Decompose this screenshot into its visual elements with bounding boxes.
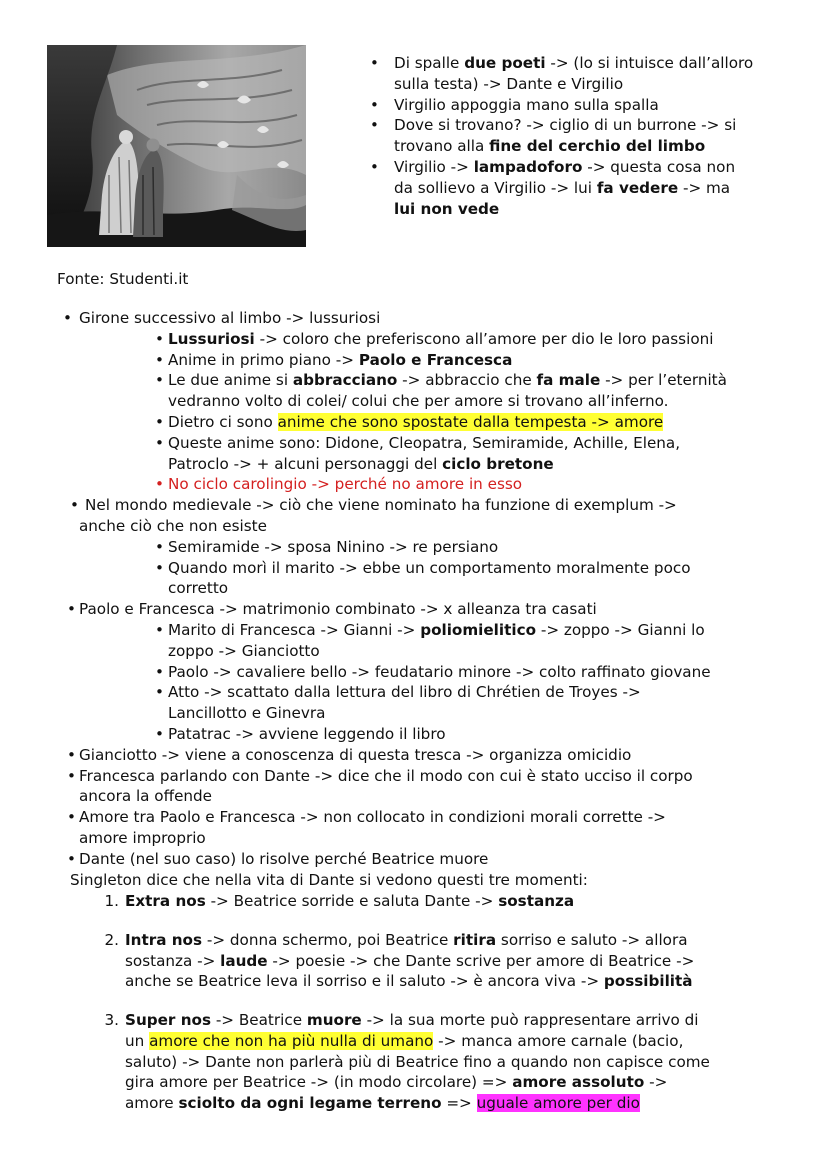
text-run: -> donna schermo, poi Beatrice <box>202 930 454 949</box>
bullet-dot-icon: • <box>155 371 164 390</box>
numbered-line <box>125 1052 710 1073</box>
text-run: -> poesie -> che Dante scrive per amore di Beatrice -> <box>267 951 695 970</box>
text-run: gira amore per Beatrice -> (in modo circolare) => <box>125 1073 513 1092</box>
numbered-line <box>125 1093 640 1114</box>
numbered-line <box>125 951 694 972</box>
sub-bullet-line <box>168 682 641 703</box>
text-run: Quando morì il marito -> ebbe un comportamento moralmente poco <box>168 558 691 577</box>
text-run: Di spalle <box>394 54 465 72</box>
bullet-line <box>394 74 799 95</box>
text-run: Anime in primo piano -> <box>168 350 359 369</box>
bullet-dot-icon: • <box>63 309 72 327</box>
bullet-line <box>79 828 206 849</box>
text-run: -> abbraccio che <box>397 371 537 390</box>
bullet-line <box>79 786 212 807</box>
bold-text: due poeti <box>464 54 546 72</box>
text-run: -> la sua morte può rappresentare arrivo di <box>361 1010 699 1029</box>
bullet-line <box>79 599 597 620</box>
bullet-dot-icon: • <box>155 558 164 577</box>
numbered-line <box>125 891 574 912</box>
bold-text: ritira <box>453 930 497 949</box>
text-run: Virgilio -> <box>394 157 474 176</box>
bold-text: ciclo bretone <box>442 454 554 473</box>
text-run: Dietro ci sono <box>168 413 278 431</box>
text-run: -> <box>644 1073 668 1092</box>
dante-virgil-engraving-image <box>47 45 306 247</box>
text-run: -> Beatrice <box>211 1010 307 1029</box>
text-run: Paolo -> cavaliere bello -> feudatario minore -> colto raffinato giovane <box>168 662 711 681</box>
numbered-line <box>125 971 693 992</box>
bullet-dot-icon: • <box>155 350 164 369</box>
text-run: Atto -> scattato dalla lettura del libro di Chrétien de Troyes -> <box>168 683 641 702</box>
numbered-line <box>125 1072 667 1093</box>
bullet-dot-icon: • <box>155 329 164 348</box>
text-run: Singleton dice che nella vita di Dante si vedono questi tre momenti: <box>70 870 588 889</box>
text-run: saluto) -> Dante non parlerà più di Beatrice fino a quando non capisce come <box>125 1052 710 1071</box>
list-number: 3. <box>104 1010 119 1029</box>
text-run: Amore tra Paolo e Francesca -> non collocato in condizioni morali corrette -> <box>79 808 666 827</box>
text-run: -> (lo si intuisce dall’alloro <box>545 54 754 72</box>
highlighted-text: anime che sono spostate dalla tempesta -> amore <box>277 413 664 431</box>
text-run: Nel mondo medievale -> ciò che viene nominato ha funzione di exemplum -> <box>85 496 677 515</box>
bullet-line <box>394 53 799 74</box>
bullet-dot-icon: • <box>155 413 164 431</box>
text-run: trovano alla <box>394 137 490 156</box>
text-run: -> coloro che preferiscono all’amore per dio le loro passioni <box>254 329 714 348</box>
sub-bullet-line <box>168 412 663 433</box>
highlighted-text: uguale amore per dio <box>476 1094 640 1113</box>
intro-line <box>70 870 588 891</box>
sub-bullet-line <box>168 703 325 724</box>
text-run: Gianciotto -> viene a conoscenza di questa tresca -> organizza omicidio <box>79 745 632 764</box>
bold-text: possibilità <box>603 972 693 991</box>
image-bullet <box>369 115 799 157</box>
bullet-dot-icon: • <box>67 766 76 785</box>
bold-text: abbracciano <box>292 371 398 390</box>
text-run: Patatrac -> avviene leggendo il libro <box>168 725 446 743</box>
image-description-bullets <box>369 53 799 219</box>
bold-text: laude <box>220 951 268 970</box>
text-run: Francesca parlando con Dante -> dice che il modo con cui è stato ucciso il corpo <box>79 766 693 785</box>
bold-text: lui non vede <box>394 199 500 218</box>
text-run: sostanza -> <box>125 951 221 970</box>
bullet-line <box>79 849 488 870</box>
bold-text: lampadoforo <box>473 157 583 176</box>
text-run: Dove si trovano? -> ciglio di un burrone -> si <box>394 116 737 135</box>
sub-bullet-line <box>168 620 705 641</box>
text-run: anche ciò che non esiste <box>79 517 267 535</box>
text-run: sorriso e saluto -> allora <box>496 930 688 949</box>
text-run: anche se Beatrice leva il sorriso e il saluto -> è ancora viva -> <box>125 972 604 991</box>
bold-text: poliomielitico <box>420 621 537 639</box>
bullet-dot-icon: • <box>155 537 164 556</box>
bold-text: Intra nos <box>125 930 203 949</box>
bullet-line <box>85 495 677 516</box>
bold-text: fine del cerchio del limbo <box>489 137 706 156</box>
text-run: sulla testa) -> Dante e Virgilio <box>394 74 624 93</box>
text-run: amore <box>125 1094 179 1113</box>
bullet-line <box>394 199 799 220</box>
text-run: Le due anime si <box>168 371 293 390</box>
text-run: -> zoppo -> Gianni lo <box>536 621 705 639</box>
bold-text: fa male <box>536 371 601 390</box>
text-run: da sollievo a Virgilio -> lui <box>394 178 597 197</box>
bold-text: Super nos <box>125 1010 211 1029</box>
bullet-dot-icon: • <box>155 662 164 681</box>
bold-text: Paolo e Francesca <box>358 350 513 369</box>
text-run: Marito di Francesca -> Gianni -> <box>168 621 421 639</box>
bold-text: Extra nos <box>125 892 206 911</box>
text-run: -> per l’eternità <box>600 371 727 390</box>
bullet-line <box>79 807 666 828</box>
image-bullet <box>369 53 799 95</box>
bullet-line <box>394 115 799 136</box>
text-run: corretto <box>168 579 229 598</box>
sub-bullet-line <box>168 350 512 371</box>
text-run: Paolo e Francesca -> matrimonio combinato -> x alleanza tra casati <box>79 600 597 619</box>
sub-bullet-line <box>168 391 668 412</box>
numbered-line <box>125 1031 683 1052</box>
image-bullet <box>369 157 799 219</box>
image-bullet <box>369 95 799 116</box>
sub-bullet-line <box>168 370 727 391</box>
bullet-dot-icon: • <box>155 683 164 702</box>
sub-bullet-line <box>168 641 320 662</box>
bullet-line <box>79 516 267 537</box>
text-run: ancora la offende <box>79 787 213 806</box>
sub-bullet-line <box>168 433 680 454</box>
text-run: Virgilio appoggia mano sulla spalla <box>394 95 659 114</box>
text-run: -> Beatrice sorride e saluta Dante -> <box>205 892 499 911</box>
sub-bullet-line <box>168 662 711 683</box>
bold-text: Lussuriosi <box>168 329 255 348</box>
bold-text: amore assoluto <box>512 1073 645 1092</box>
bullet-line <box>79 308 380 329</box>
text-run: un <box>125 1031 150 1050</box>
bold-text: fa vedere <box>596 178 679 197</box>
numbered-line <box>125 930 688 951</box>
text-run: Dante (nel suo caso) lo risolve perché Beatrice muore <box>79 849 489 868</box>
sub-bullet-line <box>168 558 691 579</box>
text-run: Girone successivo al limbo -> lussuriosi <box>79 309 381 327</box>
text-run: Patroclo -> + alcuni personaggi del <box>168 454 443 473</box>
sub-bullet-line <box>168 578 228 599</box>
text-run: -> ma <box>678 178 731 197</box>
list-number: 2. <box>104 930 119 949</box>
bold-text: muore <box>306 1010 362 1029</box>
bullet-dot-icon: • <box>155 725 164 743</box>
sub-bullet-line <box>168 724 446 745</box>
text-run: -> manca amore carnale (bacio, <box>433 1031 684 1050</box>
bullet-dot-icon: • <box>67 745 76 764</box>
bullet-line <box>394 136 799 157</box>
sub-bullet-line <box>168 454 554 475</box>
sub-bullet-line <box>168 474 522 495</box>
text-run: zoppo -> Gianciotto <box>168 641 320 660</box>
bullet-line <box>394 95 799 116</box>
text-run: No ciclo carolingio -> perché no amore in esso <box>168 475 523 494</box>
bullet-dot-icon: • <box>155 475 164 494</box>
bullet-line <box>79 745 631 766</box>
list-number: 1. <box>104 892 119 911</box>
text-run: -> questa cosa non <box>582 157 736 176</box>
numbered-line <box>125 1010 699 1031</box>
text-run: Semiramide -> sposa Ninino -> re persiano <box>168 537 499 556</box>
bold-text: sciolto da ogni legame terreno <box>178 1094 442 1113</box>
image-source: Fonte: Studenti.it <box>57 270 189 288</box>
sub-bullet-line <box>168 537 498 558</box>
bullet-dot-icon: • <box>155 433 164 452</box>
text-run: amore improprio <box>79 829 206 847</box>
highlighted-text: amore che non ha più nulla di umano <box>149 1031 434 1050</box>
bullet-dot-icon: • <box>67 849 76 868</box>
bullet-line <box>394 157 799 178</box>
sub-bullet-line <box>168 329 713 350</box>
bullet-dot-icon: • <box>67 600 76 619</box>
text-run: Lancillotto e Ginevra <box>168 704 326 723</box>
text-run: => <box>441 1094 477 1113</box>
text-run: Queste anime sono: Didone, Cleopatra, Semiramide, Achille, Elena, <box>168 433 681 452</box>
bullet-line <box>79 766 693 787</box>
bold-text: sostanza <box>498 892 575 911</box>
bullet-line <box>394 178 799 199</box>
bullet-dot-icon: • <box>155 621 164 639</box>
text-run: vedranno volto di colei/ colui che per amore si trovano all’inferno. <box>168 392 669 411</box>
bullet-dot-icon: • <box>70 496 79 515</box>
bullet-dot-icon: • <box>67 808 76 827</box>
